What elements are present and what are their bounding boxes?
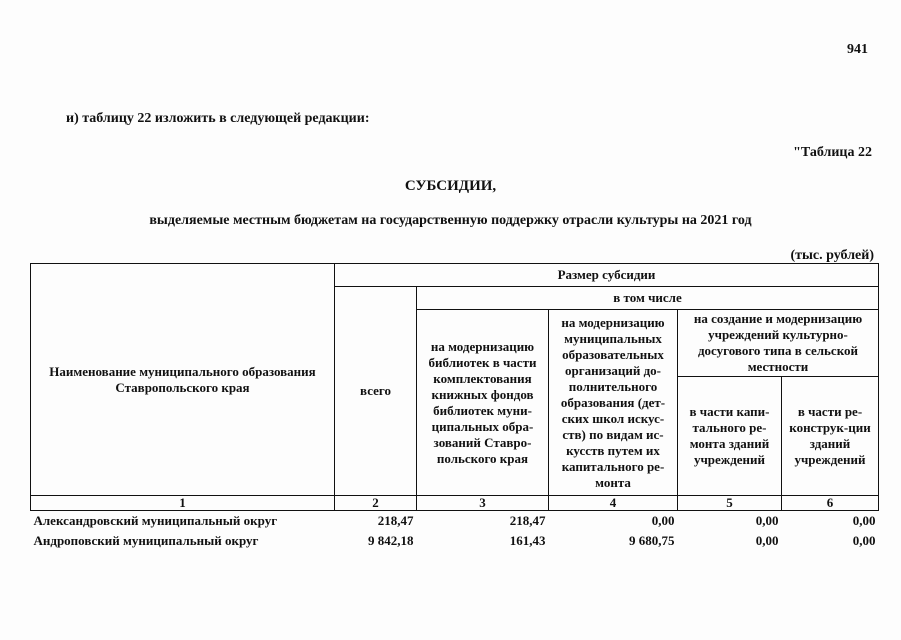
column-number-5: 5 bbox=[678, 496, 782, 511]
header-municipality-name: Наименование муниципального образования Ставропольского края bbox=[31, 264, 335, 496]
row-name: Александровский муниципальный округ bbox=[33, 513, 278, 528]
units-label: (тыс. рублей) bbox=[790, 248, 874, 263]
intro-text: и) таблицу 22 изложить в следующей редакции: bbox=[66, 111, 370, 126]
subsidies-table bbox=[30, 263, 879, 551]
row-education: 0,00 bbox=[651, 513, 675, 528]
header-libraries: на модернизацию библиотек в части комплектования книжных фондов библиотек муни-ципальных обра-зований Ставро-польского края bbox=[417, 310, 549, 496]
row-name: Андроповский муниципальный округ bbox=[33, 533, 259, 548]
column-number-4: 4 bbox=[549, 496, 678, 511]
table-reference: "Таблица 22 bbox=[793, 145, 872, 160]
header-including: в том числе bbox=[417, 287, 879, 310]
column-number-6: 6 bbox=[782, 496, 879, 511]
row-capital-repair: 0,00 bbox=[755, 513, 779, 528]
row-libraries: 218,47 bbox=[509, 513, 546, 528]
table-row bbox=[31, 511, 879, 532]
row-reconstruction: 0,00 bbox=[852, 533, 876, 548]
table-row bbox=[31, 531, 879, 551]
page-number: 941 bbox=[847, 42, 868, 57]
document-subtitle: выделяемые местным бюджетам на государственную поддержку отрасли культуры на 2021 год bbox=[149, 213, 752, 228]
row-libraries: 161,43 bbox=[509, 533, 546, 548]
row-total: 9 842,18 bbox=[368, 533, 414, 548]
header-capital-repair: в части капи-тального ре-монта зданий учреждений bbox=[678, 377, 782, 496]
row-capital-repair: 0,00 bbox=[755, 533, 779, 548]
column-number-2: 2 bbox=[335, 496, 417, 511]
header-culture-group: на создание и модернизацию учреждений культурно-досугового типа в сельской местности bbox=[678, 310, 879, 377]
header-total: всего bbox=[335, 287, 417, 496]
header-reconstruction: в части ре-конструк-ции зданий учреждений bbox=[782, 377, 879, 496]
column-number-1: 1 bbox=[31, 496, 335, 511]
header-education: на модернизацию муниципальных образовательных организаций до-полнительного образования (дет-ских школ искус-ств) по видам ис-кусств путем их капитального ре-монта bbox=[549, 310, 678, 496]
column-number-3: 3 bbox=[417, 496, 549, 511]
document-title: СУБСИДИИ, bbox=[404, 178, 497, 194]
header-subsidy-size: Размер субсидии bbox=[335, 264, 879, 287]
row-education: 9 680,75 bbox=[629, 533, 675, 548]
row-total: 218,47 bbox=[377, 513, 414, 528]
row-reconstruction: 0,00 bbox=[852, 513, 876, 528]
